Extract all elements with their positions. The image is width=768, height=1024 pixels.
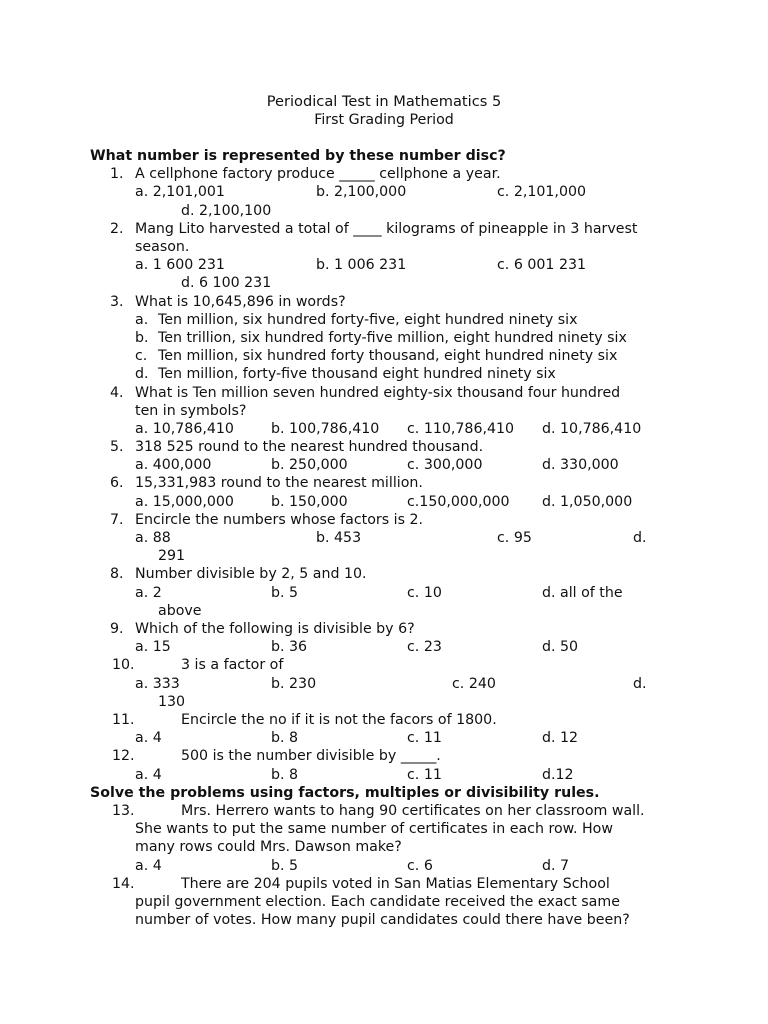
question-number: 9.: [110, 621, 124, 638]
choice-b: b. 8: [271, 730, 299, 747]
choice-b: b. 150,000: [271, 493, 348, 510]
choice-a: a. 88: [135, 530, 171, 547]
choice-text: 130: [158, 693, 186, 710]
question-text: What is Ten million seven hundred eighty-six thousand four hundred: [135, 384, 621, 401]
choice-d-continued: [90, 602, 690, 620]
question-text: Encircle the numbers whose factors is 2.: [135, 511, 424, 528]
choices-row: [90, 493, 690, 511]
choice-d: d. 7: [542, 857, 570, 874]
choice-b: b. 453: [316, 530, 362, 547]
choice-c: c. 95: [497, 530, 532, 547]
question-number: 3.: [110, 293, 124, 310]
question-number: 1.: [110, 166, 124, 183]
choice-a: a. 2,101,001: [135, 184, 225, 201]
question-text: 15,331,983 round to the nearest million.: [135, 475, 423, 492]
question-text-line: [135, 802, 690, 820]
question-12: [90, 747, 690, 765]
question-number: 12.: [112, 748, 135, 765]
choice-d-continued: [90, 547, 690, 565]
choices-row: [90, 202, 690, 220]
choice-a: a. 10,786,410: [135, 420, 234, 437]
choice-c: c. 6: [407, 857, 433, 874]
question-text: Encircle the no if it is not the facors of 1800.: [181, 712, 497, 728]
choices-row: [90, 420, 690, 438]
choices-row: [90, 729, 690, 747]
choice-d: d. all of the: [542, 584, 623, 601]
question-text-continued: season.: [135, 238, 190, 255]
question-10: [90, 656, 690, 674]
choice-c: c. 10: [407, 584, 442, 601]
choice-b: b. 36: [271, 639, 308, 656]
choice-a: [90, 311, 690, 329]
choice-b: b. 1 006 231: [316, 257, 407, 274]
choice-b: b. 5: [271, 584, 299, 601]
choice-c: c.150,000,000: [407, 493, 510, 510]
question-number: 6.: [110, 475, 124, 492]
choice-letter: a.: [135, 311, 149, 328]
question-7: [90, 511, 690, 529]
question-number: 13.: [112, 802, 135, 819]
question-number: 11.: [112, 712, 135, 728]
choice-d: d. 50: [542, 639, 579, 656]
choice-c: [90, 347, 690, 365]
choice-a: a. 333: [135, 675, 180, 692]
choice-text: Ten trillion, six hundred forty-five million, eight hundred ninety six: [158, 329, 627, 346]
question-text: Mrs. Herrero wants to hang 90 certificates on her classroom wall.: [181, 802, 645, 819]
choice-c: c. 11: [407, 730, 442, 747]
choices-row: [90, 456, 690, 474]
question-number: 10.: [112, 657, 135, 674]
choice-letter: b.: [135, 329, 149, 346]
question-text: Mang Lito harvested a total of ____ kilograms of pineapple in 3 harvest: [135, 220, 638, 237]
question-text-line: [135, 711, 690, 729]
choice-a: a. 15,000,000: [135, 493, 234, 510]
question-text-line: [135, 747, 690, 765]
question-text: There are 204 pupils voted in San Matias Elementary School: [181, 875, 610, 892]
choice-text: Ten million, six hundred forty-five, eight hundred ninety six: [158, 311, 578, 328]
choice-d: d. 1,050,000: [542, 493, 633, 510]
question-number: 7.: [110, 511, 124, 528]
question-4: [90, 384, 690, 420]
choice-b: b. 8: [271, 766, 299, 783]
choice-c: c. 300,000: [407, 457, 483, 474]
choice-letter: c.: [135, 348, 148, 365]
choice-text: above: [158, 602, 202, 619]
question-text-continued: ten in symbols?: [135, 402, 247, 419]
choice-b: [90, 329, 690, 347]
question-text: A cellphone factory produce _____ cellphone a year.: [135, 166, 501, 183]
choices-row: [90, 183, 690, 201]
question-text-continued: many rows could Mrs. Dawson make?: [135, 839, 402, 856]
choices-row: [90, 857, 690, 875]
choices-row: [90, 675, 690, 693]
choice-a: a. 4: [135, 857, 162, 874]
document-subtitle: First Grading Period: [314, 112, 454, 128]
question-13: [90, 802, 690, 857]
question-text: Number divisible by 2, 5 and 10.: [135, 566, 367, 583]
question-text-continued: number of votes. How many pupil candidates could there have been?: [135, 912, 630, 929]
choice-d: d.: [633, 530, 647, 547]
choice-c: c. 6 001 231: [497, 257, 587, 274]
choice-a: a. 4: [135, 730, 162, 747]
choices-row: [90, 256, 690, 274]
choice-d: d.: [633, 675, 647, 692]
question-text-continued: She wants to put the same number of certificates in each row. How: [135, 821, 613, 838]
question-14: [90, 875, 690, 930]
choice-d: [90, 365, 690, 383]
choice-b: b. 250,000: [271, 457, 348, 474]
choice-a: a. 400,000: [135, 457, 212, 474]
question-number: 5.: [110, 439, 124, 456]
choice-text: Ten million, six hundred forty thousand, eight hundred ninety six: [158, 348, 618, 365]
choice-text: Ten million, forty-five thousand eight hundred ninety six: [158, 366, 556, 383]
section-heading-1: What number is represented by these number disc?: [90, 148, 506, 164]
choice-a: a. 1 600 231: [135, 257, 225, 274]
choices-row: [90, 766, 690, 784]
section-heading-2: Solve the problems using factors, multiples or divisibility rules.: [90, 784, 600, 801]
choices-row: [90, 638, 690, 656]
question-text-line: [135, 656, 690, 674]
question-3: [90, 293, 690, 311]
choices-row: [90, 274, 690, 292]
choice-letter: d.: [135, 366, 149, 383]
question-8: [90, 565, 690, 583]
choice-d: d.12: [542, 766, 574, 783]
question-text: 500 is the number divisible by _____.: [181, 748, 441, 765]
choice-d: d. 10,786,410: [542, 420, 642, 437]
choice-b: b. 2,100,000: [316, 184, 407, 201]
choice-d: d. 6 100 231: [181, 275, 272, 292]
question-6: [90, 474, 690, 492]
question-text: What is 10,645,896 in words?: [135, 293, 346, 310]
choices-row: [90, 529, 690, 547]
question-5: [90, 438, 690, 456]
choice-a: a. 2: [135, 584, 162, 601]
choice-b: b. 100,786,410: [271, 420, 380, 437]
question-11: [90, 711, 690, 729]
question-number: 4.: [110, 384, 124, 401]
question-text: Which of the following is divisible by 6?: [135, 621, 415, 638]
choice-c: c. 240: [452, 675, 496, 692]
question-text: 3 is a factor of: [181, 657, 284, 674]
question-text-line: [135, 875, 690, 893]
choice-d: d. 2,100,100: [181, 202, 272, 219]
choice-c: c. 2,101,000: [497, 184, 587, 201]
choice-a: a. 15: [135, 639, 171, 656]
question-1: [90, 165, 690, 183]
question-number: 2.: [110, 220, 124, 237]
question-number: 14.: [112, 875, 135, 892]
choices-row: [90, 584, 690, 602]
choice-d-continued: [90, 693, 690, 711]
question-text-continued: pupil government election. Each candidate received the exact same: [135, 893, 620, 910]
choice-c: c. 11: [407, 766, 442, 783]
choice-b: b. 230: [271, 675, 317, 692]
choice-c: c. 23: [407, 639, 442, 656]
question-text: 318 525 round to the nearest hundred thousand.: [135, 439, 484, 456]
question-9: [90, 620, 690, 638]
choice-text: 291: [158, 548, 186, 565]
question-number: 8.: [110, 566, 124, 583]
choice-c: c. 110,786,410: [407, 420, 515, 437]
document-title: Periodical Test in Mathematics 5: [266, 93, 502, 110]
test-content: [90, 147, 690, 929]
choice-d: d. 12: [542, 730, 579, 747]
choice-b: b. 5: [271, 857, 299, 874]
question-2: [90, 220, 690, 256]
choice-d: d. 330,000: [542, 457, 619, 474]
choice-a: a. 4: [135, 766, 162, 783]
